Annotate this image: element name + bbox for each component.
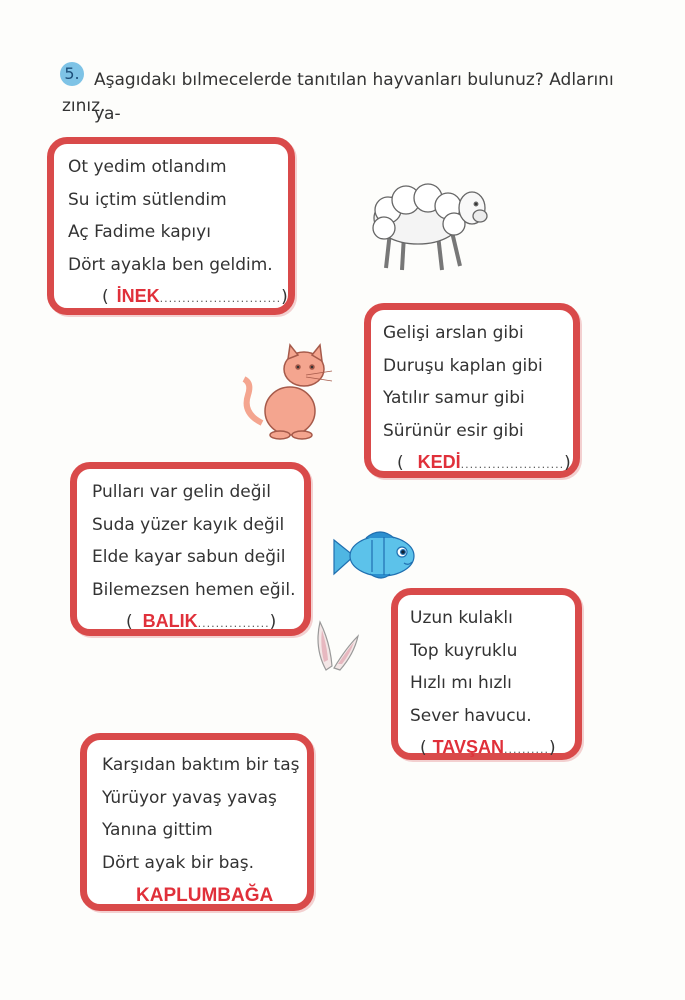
answer-text: TAVŞAN — [432, 737, 504, 757]
rabbit-ears-illustration — [312, 618, 362, 673]
riddle-line: Pulları var gelin değil — [92, 482, 271, 502]
answer-field[interactable]: ( BALIK................) — [126, 611, 277, 632]
fish-illustration — [330, 528, 425, 583]
cat-illustration — [240, 343, 340, 443]
riddle-line: Hızlı mı hızlı — [410, 673, 512, 693]
riddle-card-4 — [391, 588, 582, 760]
riddle-card-2 — [364, 303, 580, 478]
riddle-line: Duruşu kaplan gibi — [383, 355, 543, 376]
riddle-card-1 — [47, 137, 295, 315]
question-text: Aşagıdakı bılmecelerde tanıtılan hayvanları bulunuz? Adlarını ya- — [94, 70, 614, 124]
answer-field[interactable]: ( KEDİ.......................) — [397, 452, 571, 473]
riddle-line: Yatılır samur gibi — [383, 388, 525, 408]
riddle-line: Yürüyor yavaş yavaş — [102, 787, 277, 808]
answer-field[interactable]: ( İNEK...........................) — [102, 286, 288, 307]
riddle-card-5 — [80, 733, 314, 911]
answer-text: İNEK — [116, 286, 160, 306]
riddle-line: Su içtim sütlendim — [68, 189, 227, 210]
riddle-line: Bilemezsen hemen eğil. — [92, 579, 296, 600]
riddle-line: Dört ayak bir baş. — [102, 852, 255, 873]
answer-field[interactable]: ( TAVŞAN..........) — [420, 737, 556, 758]
riddle-line: Gelişi arslan gibi — [383, 323, 524, 343]
answer-field[interactable] — [102, 881, 307, 911]
riddle-line: Karşıdan baktım bir taş — [102, 755, 300, 775]
riddle-line: Aç Fadime kapıyı — [68, 222, 211, 242]
riddle-line: Yanına gittim — [102, 820, 213, 840]
riddle-line: Suda yüzer kayık değil — [92, 514, 285, 535]
riddle-line: Top kuyruklu — [410, 640, 518, 661]
question-number-badge: 5. — [60, 62, 84, 86]
answer-text: KAPLUMBAĞA — [136, 885, 274, 906]
riddle-line: Sürünür esir gibi — [383, 420, 524, 441]
sheep-illustration — [368, 180, 496, 275]
riddle-line: Elde kayar sabun değil — [92, 547, 286, 567]
riddle-line: Ot yedim otlandım — [68, 157, 227, 177]
riddle-line: Sever havucu. — [410, 705, 532, 726]
riddle-card-3 — [70, 462, 311, 636]
riddle-line: Dört ayakla ben geldim. — [68, 254, 273, 275]
answer-text: KEDİ — [417, 452, 461, 472]
question-text-continued: zınız. — [62, 96, 106, 116]
riddle-line: Uzun kulaklı — [410, 608, 513, 628]
answer-text: BALIK — [142, 611, 198, 631]
